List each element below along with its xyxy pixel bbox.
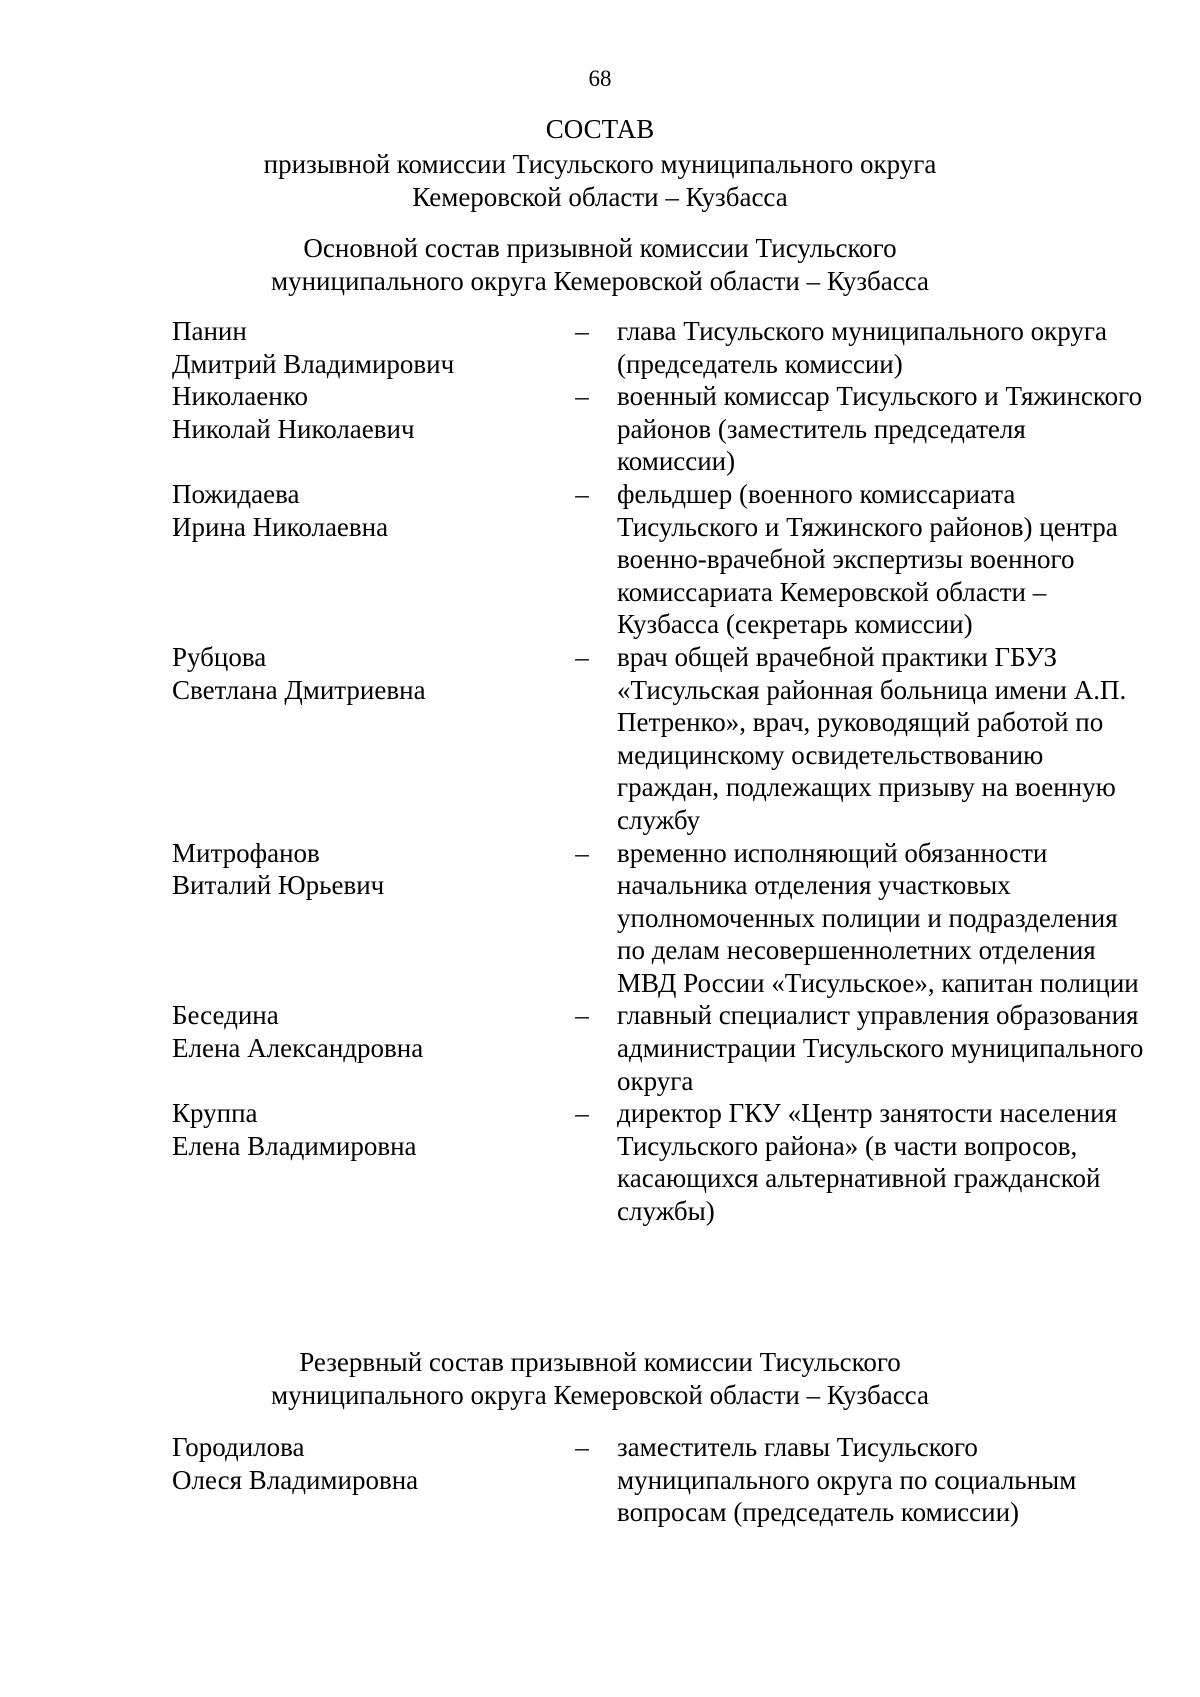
member-surname: Панин <box>172 316 247 346</box>
member-name <box>172 380 542 445</box>
main-heading-line-2: муниципального округа Кемеровской области – Кузбасса <box>271 266 929 296</box>
member-surname: Митрофанов <box>172 837 320 868</box>
member-surname: Николаенко <box>172 381 308 412</box>
member-name <box>172 478 542 543</box>
member-given-names: Виталий Юрьевич <box>172 870 385 901</box>
reserve-composition-heading <box>0 1346 1200 1412</box>
member-role: глава Тисульского муниципального округа (председатель комиссии) <box>617 316 1107 379</box>
member-row <box>172 478 1152 641</box>
dash-separator: – <box>575 316 589 346</box>
member-surname: Пожидаева <box>172 478 300 509</box>
page-number: 68 <box>588 66 612 91</box>
reserve-heading-line-2: муниципального округа Кемеровской области – Кузбасса <box>271 1380 929 1410</box>
member-role: директор ГКУ «Центр занятости населения Тисульского района» (в части вопросов, касающихся альтернативной гражданской службы) <box>617 1098 1118 1227</box>
member-name <box>172 837 542 902</box>
dash-separator: – <box>575 381 589 412</box>
member-row <box>172 641 1152 837</box>
member-given-names: Елена Александровна <box>172 1033 424 1064</box>
dash-separator: – <box>575 1000 589 1031</box>
member-given-names: Ирина Николаевна <box>172 511 389 542</box>
reserve-heading-line-1: Резервный состав призывной комиссии Тисульского <box>299 1347 901 1377</box>
member-row <box>172 1431 1152 1529</box>
main-heading-line-1: Основной состав призывной комиссии Тисульского <box>303 233 897 263</box>
member-given-names: Дмитрий Владимирович <box>172 348 455 379</box>
member-given-names: Светлана Дмитриевна <box>172 674 426 705</box>
member-given-names: Олеся Владимировна <box>172 1464 419 1495</box>
member-row <box>172 999 1152 1097</box>
member-name <box>172 1431 542 1496</box>
member-surname: Рубцова <box>172 641 267 672</box>
member-name <box>172 1097 542 1162</box>
member-row <box>172 380 1152 478</box>
member-role: врач общей врачебной практики ГБУЗ «Тисульская районная больница имени А.П. Петренко», врач, руководящий работой по медицинскому освидетельствованию граждан, подлежащих призыву на военную службу <box>617 641 1127 835</box>
member-row <box>172 315 1152 380</box>
subtitle-line-1: призывной комиссии Тисульского муниципального округа <box>263 149 937 179</box>
member-surname: Городилова <box>172 1432 305 1462</box>
dash-separator: – <box>575 478 589 509</box>
member-name <box>172 641 542 706</box>
member-surname: Беседина <box>172 1000 279 1031</box>
member-given-names: Елена Владимировна <box>172 1130 417 1161</box>
member-surname: Круппа <box>172 1098 258 1129</box>
reserve-member-list <box>172 1431 1152 1529</box>
document-title: СОСТАВ <box>545 114 655 144</box>
main-member-list <box>172 315 1152 1228</box>
main-composition-heading <box>0 232 1200 298</box>
member-role: военный комиссар Тисульского и Тяжинского районов (заместитель председателя комиссии) <box>617 381 1143 477</box>
dash-separator: – <box>575 837 589 868</box>
member-name <box>172 999 542 1064</box>
member-row <box>172 837 1152 1000</box>
member-role: заместитель главы Тисульского муниципального округа по социальным вопросам (председатель комиссии) <box>617 1432 1077 1528</box>
member-given-names: Николай Николаевич <box>172 413 415 444</box>
member-role: временно исполняющий обязанности начальника отделения участковых уполномоченных полиции и подразделения по делам несовершеннолетних отделения МВД России «Тисульское», капитан полиции <box>617 837 1139 998</box>
dash-separator: – <box>575 641 589 672</box>
subtitle-line-2: Кемеровской области – Кузбасса <box>412 182 788 212</box>
member-row <box>172 1097 1152 1227</box>
dash-separator: – <box>575 1098 589 1129</box>
dash-separator: – <box>575 1432 589 1462</box>
member-name <box>172 315 542 380</box>
member-role: главный специалист управления образования администрации Тисульского муниципального округа <box>617 1000 1144 1096</box>
document-subtitle <box>0 148 1200 214</box>
member-role: фельдшер (военного комиссариата Тисульского и Тяжинского районов) центра военно-врачебной экспертизы военного комиссариата Кемеровской области – Кузбасса (секретарь комиссии) <box>617 478 1118 640</box>
